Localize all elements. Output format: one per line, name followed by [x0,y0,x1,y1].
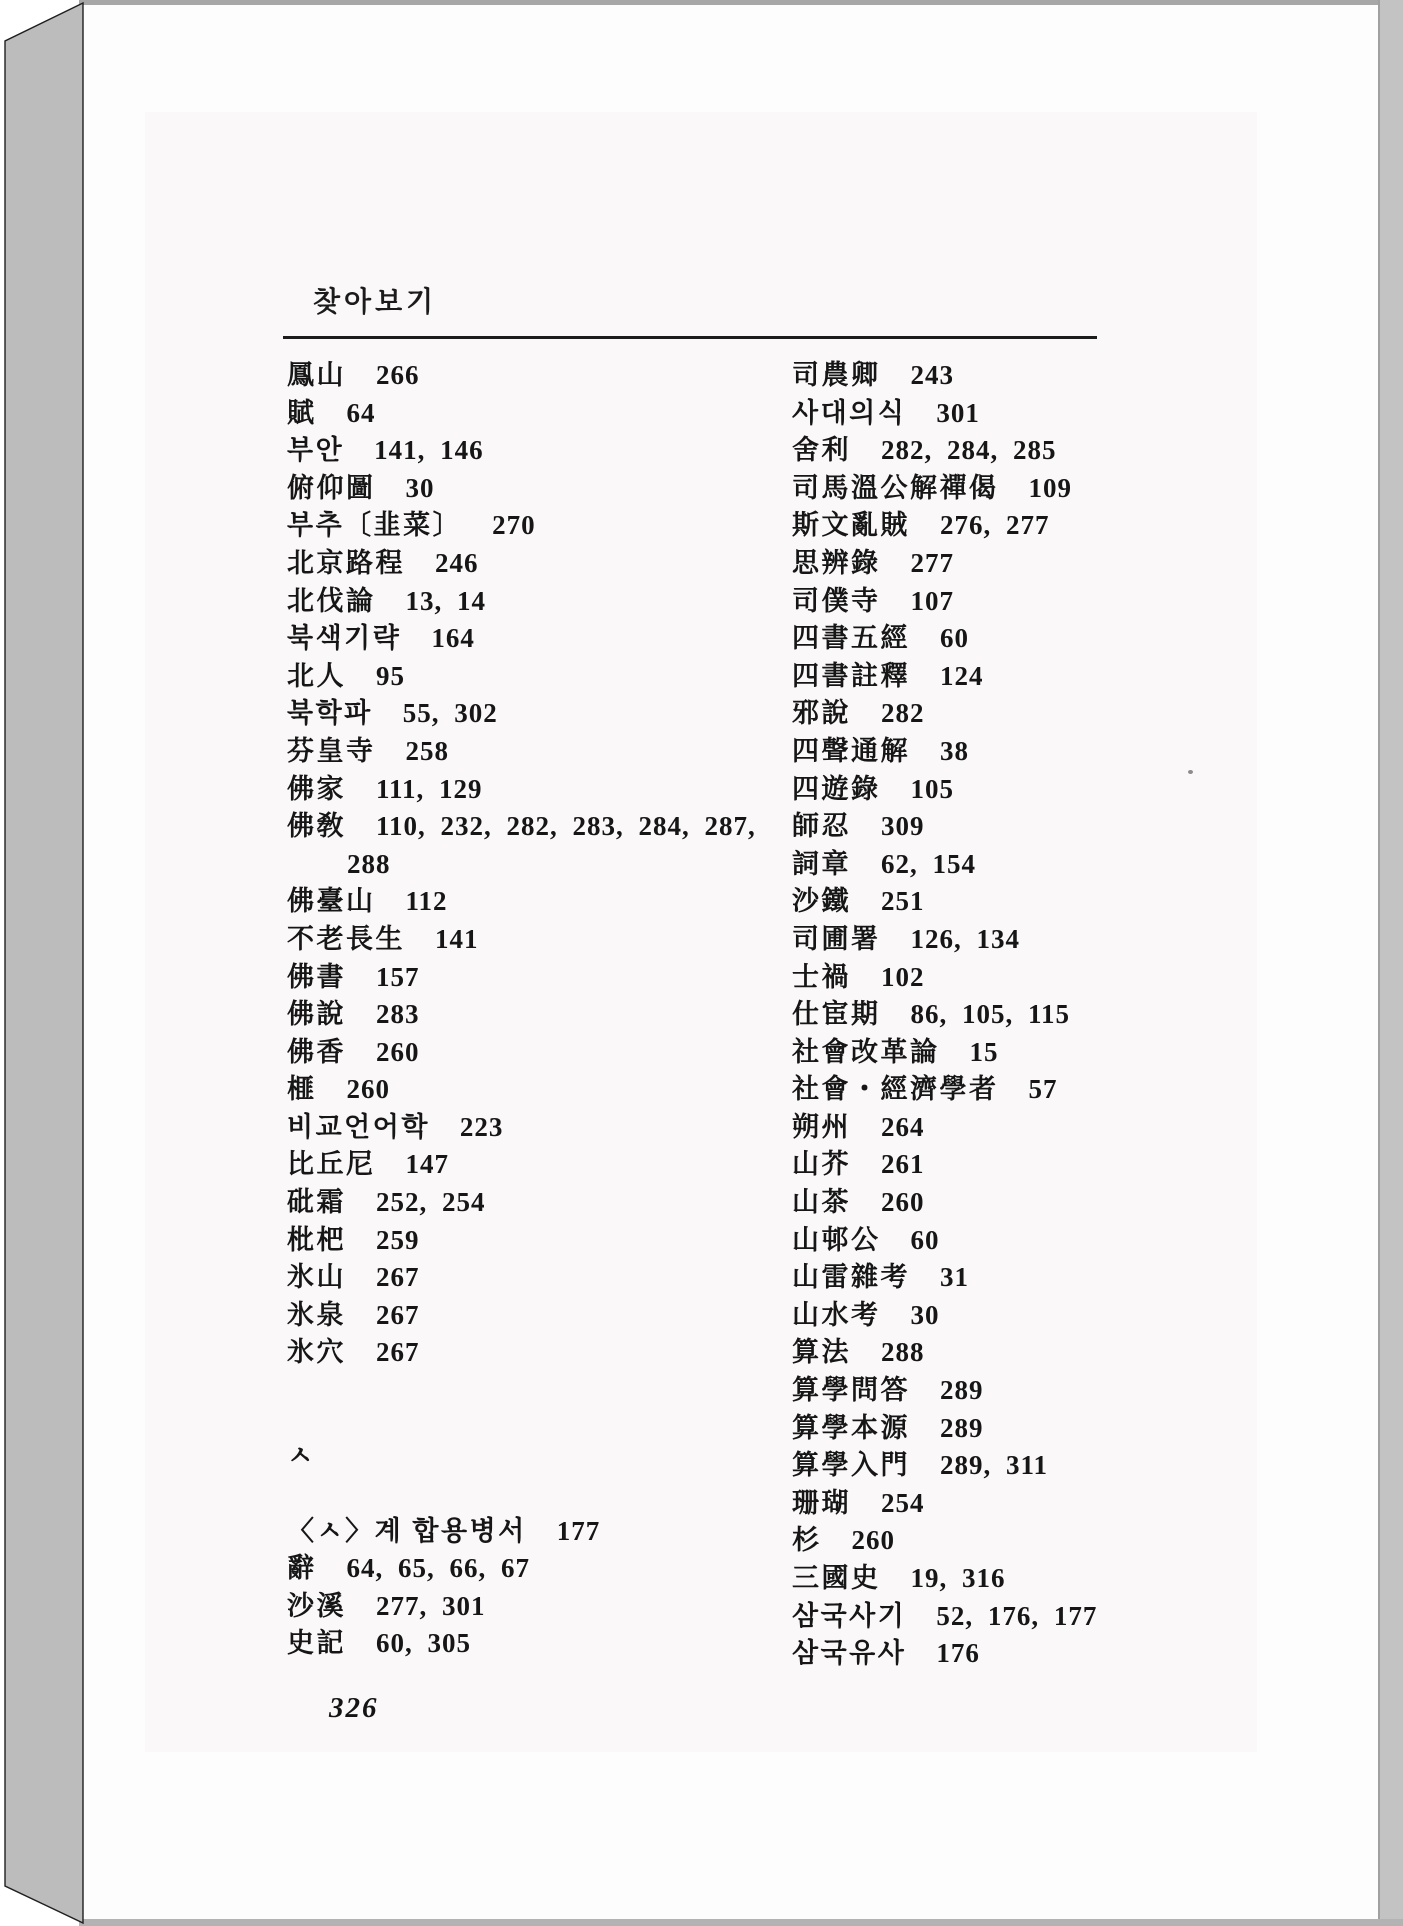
entry-term: 比丘尼 [287,1149,376,1180]
entry-term: 社會改革論 [792,1036,940,1067]
entry-term: 佛香 [287,1036,346,1067]
index-entry [792,583,1272,621]
entry-pages: 60, 305 [376,1628,471,1659]
entry-term: 北京路程 [287,547,405,578]
entry-term: 氷山 [287,1262,346,1293]
entry-pages: 64, 65, 66, 67 [346,1553,530,1584]
index-entry [287,808,807,846]
index-entry [792,1560,1272,1598]
page-title: 찾아보기 [313,287,438,318]
entry-pages: 260 [346,1074,390,1105]
entry-term: 沙鐵 [792,886,851,917]
entry-pages: 267 [376,1262,420,1293]
entry-pages: 289 [940,1412,984,1443]
entry-pages: 86, 105, 115 [910,999,1071,1030]
entry-pages: 267 [376,1299,420,1330]
entry-pages: 260 [376,1036,420,1067]
entry-pages: 124 [940,660,984,691]
index-entry [287,1625,807,1663]
entry-pages: 102 [881,961,925,992]
index-entry [792,1372,1272,1410]
entry-term: 氷穴 [287,1337,346,1368]
entry-pages: 52, 176, 177 [936,1600,1098,1631]
entry-term: 算學入門 [792,1450,910,1481]
index-left-column [287,357,807,1663]
entry-term: 算學本源 [792,1412,910,1443]
index-entry [792,1447,1272,1485]
scan-artifact-dot [1188,770,1193,774]
entry-term: 山邨公 [792,1224,881,1255]
index-entry [792,1109,1272,1147]
index-entry [287,1259,807,1297]
index-entry [792,658,1272,696]
index-entry [287,1588,807,1626]
index-entry [287,658,807,696]
entry-term: 司農卿 [792,360,881,390]
entry-pages: 55, 302 [402,698,498,729]
entry-term: 士禍 [792,961,851,992]
entry-pages: 157 [376,961,420,992]
index-entry [287,470,807,508]
entry-term: 枇杷 [287,1224,346,1255]
entry-term: 사대의식 [792,397,907,428]
entry-pages: 38 [940,735,969,766]
entry-pages-continued: 288 [347,848,391,879]
index-entry [792,1222,1272,1260]
index-entry [287,507,807,545]
entry-pages: 264 [881,1111,925,1142]
entry-term: 斯文亂賊 [792,510,910,541]
index-entry [792,959,1272,997]
index-entry [792,846,1272,884]
index-entry [792,1034,1272,1072]
index-entry [287,1109,807,1147]
entry-pages: 57 [1028,1074,1058,1105]
index-entry [792,996,1272,1034]
index-entry [287,1146,807,1184]
index-entry [287,883,807,921]
entry-pages: 277 [910,547,954,578]
entry-term: 賦 [287,397,317,428]
index-entry [287,545,807,583]
entry-pages: 223 [459,1111,504,1142]
index-entry [287,432,807,470]
entry-term: 榧 [287,1074,317,1105]
entry-pages: 259 [376,1224,420,1255]
entry-term: 俯仰圖 [287,472,376,503]
entry-pages: 62, 154 [881,848,976,879]
index-entry [792,395,1272,433]
entry-term: 邪說 [792,698,851,729]
entry-pages: 110, 232, 282, 283, 284, 287, [376,811,756,842]
entry-term: 山茶 [792,1187,851,1218]
entry-pages: 141 [435,923,479,954]
entry-pages: 260 [881,1187,925,1218]
entry-pages: 301 [936,397,980,428]
index-entry [287,921,807,959]
index-entry [792,921,1272,959]
index-entry [792,733,1272,771]
entry-term: 沙溪 [287,1590,346,1621]
index-entry [287,1184,807,1222]
entry-term: 仕宦期 [792,999,881,1030]
entry-term: 삼국사기 [792,1600,907,1631]
entry-pages: 277, 301 [376,1590,486,1621]
entry-pages: 109 [1028,472,1072,503]
entry-term: 四書註釋 [792,660,910,691]
entry-pages: 261 [881,1149,925,1180]
entry-term: 詞章 [792,848,851,879]
entry-term: 山芥 [792,1149,851,1180]
entry-pages: 258 [405,735,449,766]
index-entry [792,620,1272,658]
entry-pages: 288 [881,1337,925,1368]
index-entry [792,1071,1272,1109]
entry-term: 司圃署 [792,923,881,954]
entry-pages: 105 [910,773,954,804]
index-entry [287,620,807,658]
index-entry [287,1222,807,1260]
index-entry [792,695,1272,733]
index-entry [792,1146,1272,1184]
entry-term: 북색기략 [287,623,402,654]
index-entry [792,1184,1272,1222]
entry-term: 부안 [287,435,345,466]
index-entry [792,507,1272,545]
entry-term: 舍利 [792,435,851,466]
entry-pages: 289, 311 [940,1450,1049,1481]
entry-pages: 19, 316 [910,1563,1006,1593]
index-entry [287,1297,807,1335]
entry-term: 佛說 [287,999,346,1030]
index-entry [287,1334,807,1372]
entry-term: 史記 [287,1628,346,1659]
entry-pages: 30 [910,1299,940,1330]
entry-pages: 289 [940,1375,984,1406]
entry-term: 杉 [792,1525,822,1556]
entry-term: 四聲通解 [792,735,910,766]
entry-term: 司僕寺 [792,585,881,616]
index-entry [792,1334,1272,1372]
entry-pages: 260 [851,1525,895,1556]
entry-pages: 246 [435,547,479,578]
entry-term: 思辨錄 [792,547,881,578]
entry-pages: 282 [881,698,925,729]
entry-term: 北人 [287,660,346,691]
entry-term: 佛敎 [287,811,346,842]
index-entry [792,357,1272,395]
entry-pages: 276, 277 [940,510,1050,541]
index-entry [792,1259,1272,1297]
index-entry [287,996,807,1034]
entry-term: 〈ㅅ〉계 합용병서 [287,1515,527,1546]
index-entry [287,733,807,771]
entry-pages: 141, 146 [374,435,484,466]
entry-term: 四遊錄 [792,773,881,804]
index-entry [287,357,807,395]
entry-term: 芬皇寺 [287,735,376,766]
entry-term: 氷泉 [287,1299,346,1330]
entry-term: 砒霜 [287,1187,346,1218]
entry-term: 算學問答 [792,1375,910,1406]
index-entry [287,583,807,621]
index-entry [792,1598,1272,1636]
entry-term: 삼국유사 [792,1638,907,1669]
entry-pages: 266 [376,360,420,390]
index-entry [792,1635,1272,1673]
page-number: 326 [329,1692,379,1724]
entry-pages: 251 [881,886,925,917]
entry-pages: 282, 284, 285 [881,435,1057,466]
entry-pages: 283 [376,999,420,1030]
entry-pages: 112 [405,886,448,917]
entry-pages: 252, 254 [376,1187,486,1218]
entry-term: 鳳山 [287,360,346,390]
index-entry [792,808,1272,846]
entry-pages: 95 [376,660,405,691]
entry-pages: 164 [431,623,475,654]
index-right-column [792,357,1272,1673]
entry-term: 북학파 [287,698,373,729]
index-entry [792,771,1272,809]
entry-pages: 177 [556,1515,601,1546]
index-entry [792,470,1272,508]
index-entry [287,1071,807,1109]
index-entry [792,1485,1272,1523]
index-entry [792,1297,1272,1335]
entry-pages: 60 [940,623,969,654]
entry-term: 부추〔韭菜〕 [287,510,463,541]
index-entry [792,883,1272,921]
entry-pages: 126, 134 [910,923,1020,954]
entry-term: 비교언어학 [287,1111,430,1142]
entry-term: 佛臺山 [287,886,376,917]
entry-pages: 270 [492,510,536,541]
entry-term: 算法 [792,1337,851,1368]
entry-term: 師忍 [792,811,851,842]
entry-pages: 254 [881,1487,925,1518]
entry-term: 山水考 [792,1299,881,1330]
index-entry [287,1034,807,1072]
entry-term: 不老長生 [287,923,405,954]
entry-pages: 147 [405,1149,449,1180]
entry-term: 辭 [287,1553,317,1584]
index-entry [792,1410,1272,1448]
entry-pages: 31 [940,1262,969,1293]
entry-term: 佛書 [287,961,346,992]
entry-pages: 243 [910,360,954,390]
index-entry [792,1522,1272,1560]
index-entry [287,771,807,809]
entry-term: 佛家 [287,773,346,804]
entry-pages: 267 [376,1337,420,1368]
index-entry [287,959,807,997]
entry-pages: 176 [936,1638,980,1669]
entry-term: 四書五經 [792,623,910,654]
entry-pages: 60 [910,1224,940,1255]
entry-term: 珊瑚 [792,1487,851,1518]
entry-pages: 309 [881,811,925,842]
index-entry [792,545,1272,583]
entry-term: 三國史 [792,1563,881,1593]
index-entry [287,1513,807,1551]
entry-pages: 111, 129 [376,773,483,804]
entry-term: 山雷雜考 [792,1262,910,1293]
entry-pages: 64 [346,397,376,428]
section-header: ㅅ [287,1441,316,1472]
entry-term: 司馬溫公解禪偈 [792,472,999,503]
entry-term: 北伐論 [287,585,376,616]
index-entry [792,432,1272,470]
index-entry [287,1550,807,1588]
title-divider [283,336,1097,339]
index-entry [287,395,807,433]
entry-pages: 30 [405,472,435,503]
entry-term: 社會・經濟學者 [792,1074,999,1105]
entry-pages: 15 [969,1036,999,1067]
entry-pages: 13, 14 [405,585,486,616]
entry-pages: 107 [910,585,954,616]
index-entry [287,695,807,733]
entry-term: 朔州 [792,1111,851,1142]
